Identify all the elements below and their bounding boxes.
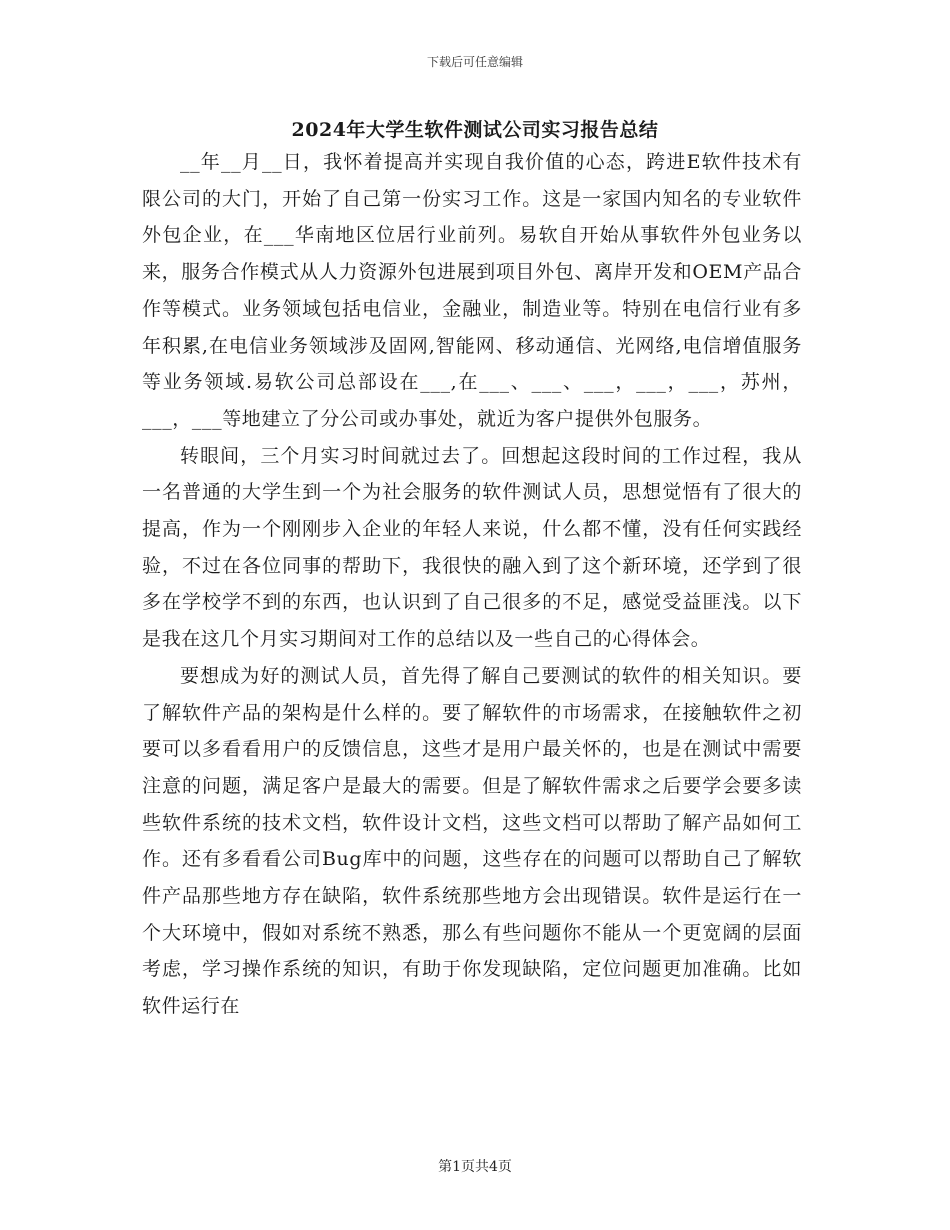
document-body [142,144,802,1025]
page-number-footer: 第1页共4页 [438,1159,512,1175]
paragraph-3: 要想成为好的测试人员，首先得了解自己要测试的软件的相关知识。要了解软件产品的架构是什么样的。要了解软件的市场需求，在接触软件之初要可以多看看用户的反馈信息，这些才是用户最关怀的，也是在测试中需要注意的问题，满足客户是最大的需要。但是了解软件需求之后要学会要多读些软件系统的技术文档，软件设计文档，这些文档可以帮助了解产品如何工作。还有多看看公司Bug库中的问题，这些存在的问题可以帮助自己了解软件产品那些地方存在缺陷，软件系统那些地方会出现错误。软件是运行在一个大环境中，假如对系统不熟悉，那么有些问题你不能从一个更宽阔的层面考虑，学习操作系统的知识，有助于你发现缺陷，定位问题更加准确。比如软件运行在 [142,664,802,1018]
paragraph-2: 转眼间，三个月实习时间就过去了。回想起这段时间的工作过程，我从一名普通的大学生到一个为社会服务的软件测试人员，思想觉悟有了很大的提高，作为一个刚刚步入企业的年轻人来说，什么都不懂，没有任何实践经验，不过在各位同事的帮助下，我很快的融入到了这个新环境，还学到了很多在学校学不到的东西，也认识到了自己很多的不足，感觉受益匪浅。以下是我在这几个月实习期间对工作的总结以及一些自己的心得体会。 [142,444,802,651]
page-header-note: 下载后可任意编辑 [426,55,523,69]
document-title: 2024年大学生软件测试公司实习报告总结 [291,119,659,141]
paragraph-1: __年__月__日，我怀着提高并实现自我价值的心态，跨进E软件技术有限公司的大门，开始了自己第一份实习工作。这是一家国内知名的专业软件外包企业，在___华南地区位居行业前列。易软自开始从事软件外包业务以来，服务合作模式从人力资源外包进展到项目外包、离岸开发和OEM产品合作等模式。业务领域包括电信业，金融业，制造业等。特别在电信行业有多年积累,在电信业务领域涉及固网,智能网、移动通信、光网络,电信增值服务等业务领域.易软公司总部设在___,在___、___、___，___，___，苏州，___，___等地建立了分公司或办事处，就近为客户提供外包服务。 [142,151,802,430]
